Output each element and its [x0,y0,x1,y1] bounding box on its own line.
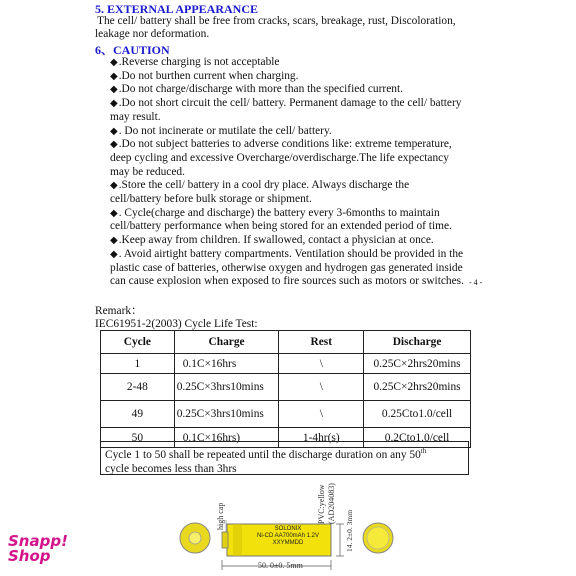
cell-rest: \ [279,354,364,374]
note-superscript: th [420,447,427,455]
cycle-test-title: IEC61951-2(2003) Cycle Life Test: [95,318,258,330]
caution-item-text: .Store the cell/ battery in a cool dry place. Always discharge the [118,179,410,192]
remark-label: Remark： [95,305,143,317]
logo-line1: Snapp! [8,532,68,550]
external-appearance-heading: 5. EXTERNAL APPEARANCE [95,2,259,16]
battery-print [248,526,328,547]
caution-item-text: .Do not subject batteries to adverse conditions like: extreme temperature, [118,138,452,151]
diamond-bullet-icon: ◆ [110,84,118,96]
caution-item-continuation [110,220,452,234]
caution-item [110,207,440,221]
note-line1: Cycle 1 to 50 shall be repeated until the discharge duration on any 50 [105,448,421,461]
caution-item-continuation [110,166,185,180]
battery-spec-text: Ni-CD AA700mAh 1.2V [256,533,320,539]
external-appearance-text-line2: leakage nor deformation. [95,28,210,40]
caution-item-continuation [110,275,464,289]
caution-item-text: .Do not charge/discharge with more than the specified current. [118,83,403,96]
caution-item-text: .Do not short circuit the cell/ battery. Permanent damage to the cell/ battery [118,97,462,110]
pvc-label: PVC:yellow [317,484,326,524]
cycle-life-table [100,330,471,448]
length-dimension-label: 50. 0±0. 5mm [258,561,303,570]
cell-charge: 0.1C×16hrs [174,354,279,374]
caution-item [110,248,463,262]
caution-item-continuation [110,111,161,125]
diamond-bullet-icon: ◆ [110,248,118,260]
cell-charge: 0.25C×3hrs10mins [174,374,279,401]
diamond-bullet-icon: ◆ [110,207,118,219]
caution-item-text: cell/battery performance when being stored for an extended period of time. [110,220,452,233]
diameter-dimension-label: 14. 2±0. 3mm [345,509,354,552]
table-row [101,401,471,428]
diamond-bullet-icon: ◆ [110,139,118,151]
table-row [101,374,471,401]
caution-item-text: may be reduced. [110,165,185,178]
logo-line2: Shop [8,547,51,565]
header-rest: Rest [279,331,364,354]
caution-item-text: . Avoid airtight battery compartments. Ventilation should be provided in the [118,247,464,260]
caution-item-continuation [110,152,449,166]
note-line2: cycle becomes less than 3hrs [105,462,237,475]
diamond-bullet-icon: ◆ [110,180,118,192]
diamond-bullet-icon: ◆ [110,98,118,110]
diamond-bullet-icon: ◆ [110,235,118,247]
caution-item-continuation [110,193,312,207]
diamond-bullet-icon: ◆ [110,125,118,137]
cell-rest: 1-4hr(s) [279,428,364,448]
cell-discharge: 0.25Cto1.0/cell [364,401,471,428]
caution-item [110,83,403,97]
caution-item [110,138,452,152]
caution-item-continuation [110,262,463,276]
battery-brand-text: SOLONIX [274,526,302,532]
table-header-row [101,331,471,354]
caution-item [110,179,409,193]
caution-item-text: cell/battery before bulk storage or shipment. [110,193,312,205]
cell-discharge: 0.2Cto1.0/cell [364,428,471,448]
caution-item-text: deep cycling and excessive Overcharge/overdischarge.The life expectancy [110,151,449,164]
cell-charge: 0.25C×3hrs10mins [174,401,279,428]
caution-item-text: . Do not incinerate or mutilate the cell/ battery. [118,124,332,137]
cell-charge: 0.1C×16hrs) [174,428,279,448]
caution-item-text: may result. [110,110,161,123]
cell-discharge: 0.25C×2hrs20mins [364,374,471,401]
caution-item-text: . Cycle(charge and discharge) the battery every 3-6months to maintain [118,206,440,219]
caution-item [110,125,332,139]
header-discharge: Discharge [364,331,471,354]
cell-cycle: 2-48 [101,374,175,401]
cell-discharge: 0.25C×2hrs20mins [364,354,471,374]
caution-item [110,234,434,248]
caution-item [110,56,279,70]
snapp-shop-logo [8,534,68,564]
cycle-note-box [100,441,469,475]
high-cap-label: high cap [216,502,225,530]
pvc-code-label: (AD204083) [327,483,336,524]
cell-rest: \ [279,374,364,401]
caution-item-text: plastic case of batteries, otherwise oxygen and hydrogen gas generated inside [110,261,463,274]
page-number: - 4 - [469,278,483,287]
caution-heading: 6、CAUTION [95,43,170,57]
caution-item [110,70,298,84]
cell-cycle: 1 [101,354,175,374]
caution-item [110,97,461,111]
header-charge: Charge [174,331,279,354]
diamond-bullet-icon: ◆ [110,57,118,68]
caution-item-text: .Keep away from children. If swallowed, contact a physician at once. [118,234,434,247]
header-cycle: Cycle [101,331,175,354]
diamond-bullet-icon: ◆ [110,70,118,82]
table-row [101,354,471,374]
cell-cycle: 49 [101,401,175,428]
caution-item-text: can cause explosion when exposed to fire sources such as motors or switches. [110,275,464,288]
external-appearance-text-line1: The cell/ battery shall be free from cracks, scars, breakage, rust, Discoloration, [97,15,456,27]
caution-item-text: .Reverse charging is not acceptable [118,56,280,68]
cell-cycle: 50 [101,428,175,448]
cell-rest: \ [279,401,364,428]
caution-item-text: .Do not burthen current when charging. [118,69,299,82]
battery-date-code: XXYMMDD [272,540,304,546]
